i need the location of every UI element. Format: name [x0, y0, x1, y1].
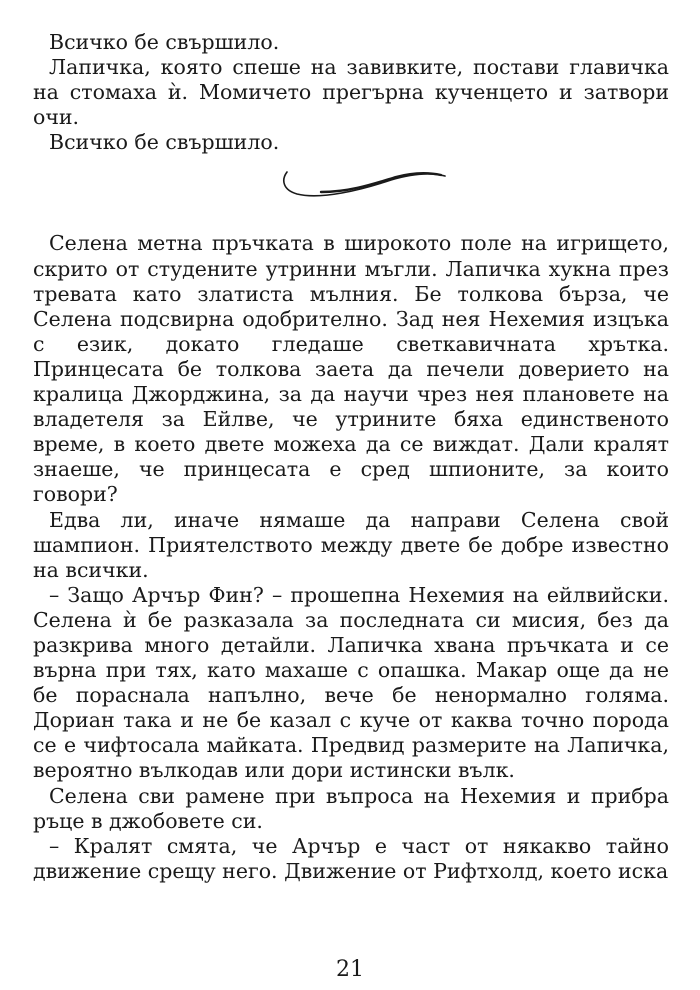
paragraph: Селена сви рамене при въпроса на Нехемия и прибра ръце в джобовете си.: [33, 783, 669, 833]
paragraph: Всичко бе свършило.: [49, 130, 280, 155]
paragraph: Селена метна пръчката в широкото поле на игрището, скрито от студените утринни мъгли. Лапичка хукна през тревата като златиста мълния. Бе толкова бърза, че Селена подсвирна одобрително. Зад нея Нехемия изцъка с език, докато гледаше светкавичната хрътка. Принцесата бе толкова заета да печели доверието на кралица Джорджина, за да научи чрез нея плановете на владетеля за Ейлве, че утрините бяха единственото време, в което двете можеха да се виждат. Дали кралят знаеше, че принцесата е сред шпионите, за които говори?: [33, 231, 669, 507]
paragraph: Едва ли, иначе нямаше да направи Селена свой шампион. Приятелството между двете бе добре известно на всички.: [33, 507, 669, 582]
flourish-divider-icon: [281, 166, 451, 202]
paragraph: – Защо Арчър Фин? – прошепна Нехемия на ейлвийски. Селена ѝ бе разказала за последната си мисия, без да разкрива много детайли. Лапичка хвана пръчката и се върна при тях, като махаше с опашка. Макар още да не бе пораснала напълно, вече бе ненормално голяма. Дориан така и не бе казал с куче от каква точно порода се е чифтосала майката. Предвид размерите на Лапичка, вероятно вълкодав или дори истински вълк.: [33, 582, 669, 783]
page-number: 21: [336, 957, 364, 982]
section-separator: [33, 155, 669, 231]
paragraph: – Кралят смята, че Арчър е част от някакво тайно движение срещу него. Движение от Рифтхолд, което иска: [33, 833, 669, 883]
page-body: [33, 30, 669, 884]
paragraph: Всичко бе свършило.: [49, 30, 280, 54]
paragraph: Лапичка, която спеше на завивките, постави главичка на стомаха ѝ. Момичето прегърна кученцето и затвори очи.: [33, 55, 669, 130]
